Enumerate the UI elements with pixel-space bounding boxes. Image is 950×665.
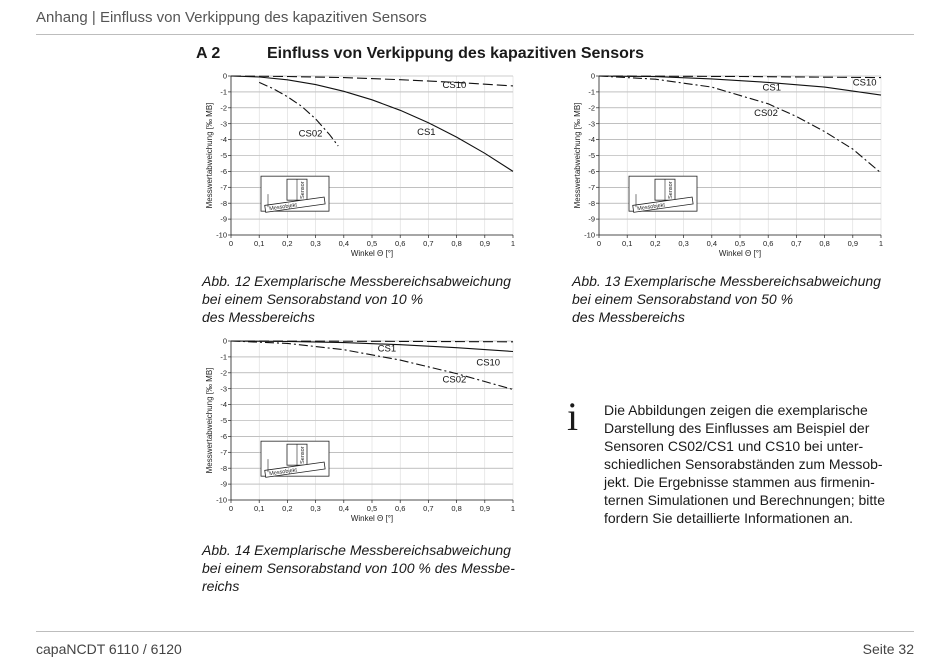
y-tick-label: -5: [220, 416, 227, 426]
caption-line: reichs: [202, 578, 240, 594]
y-tick-label: -4: [220, 400, 227, 410]
x-axis-label: Winkel Θ [°]: [350, 514, 394, 523]
footer-page-number: Seite 32: [862, 641, 914, 657]
chart-abb-14: [200, 333, 530, 525]
caption-abb-14: [202, 541, 515, 595]
y-tick-label: -10: [216, 495, 227, 505]
y-tick-label: -8: [220, 198, 227, 208]
x-tick-label: 0,8: [451, 239, 462, 248]
curve-label-cs10: CS10: [852, 77, 877, 89]
curve-label-cs1: CS1: [417, 126, 436, 138]
inset-sensor-label: Sensor: [300, 446, 306, 464]
header-rule: [36, 34, 914, 35]
x-tick-label: 1: [510, 239, 516, 248]
y-tick-label: -2: [220, 368, 227, 378]
info-line: fordern Sie detaillierte Informationen an.: [604, 510, 854, 526]
y-axis-label: Messwertabweichung [‰ MB]: [573, 102, 582, 209]
y-tick-label: -8: [220, 463, 227, 473]
x-tick-label: 0,7: [423, 239, 434, 248]
caption-line: Abb. 14 Exemplarische Messbereichsabweichung: [202, 542, 511, 558]
x-tick-label: 0,6: [394, 504, 406, 513]
chart-abb-13: [568, 68, 898, 260]
y-tick-label: -10: [216, 230, 227, 240]
info-icon: i: [567, 394, 579, 439]
x-tick-label: 0,1: [253, 239, 265, 248]
x-tick-label: 0: [596, 239, 602, 248]
y-axis-label: Messwertabweichung [‰ MB]: [205, 102, 214, 209]
y-tick-label: -3: [588, 119, 595, 129]
y-tick-label: -5: [220, 151, 227, 161]
footer-rule: [36, 631, 914, 632]
x-tick-label: 0,5: [366, 239, 378, 248]
y-axis-label: Messwertabweichung [‰ MB]: [205, 367, 214, 474]
x-tick-label: 0: [228, 504, 234, 513]
y-tick-label: -7: [220, 447, 227, 457]
y-tick-label: -7: [220, 182, 227, 192]
inset-sensor-label: Sensor: [300, 181, 306, 199]
x-tick-label: 0,8: [451, 504, 462, 513]
info-line: ternen Simulationen und Berechnungen; bitte: [604, 492, 885, 508]
caption-line: des Messbereichs: [202, 309, 315, 325]
footer-product: capaNCDT 6110 / 6120: [36, 641, 182, 657]
x-tick-label: 1: [878, 239, 884, 248]
inset-sensor-label: Sensor: [668, 181, 674, 199]
x-tick-label: 0,9: [847, 239, 859, 248]
x-tick-label: 0,4: [338, 504, 350, 513]
section-number: A 2: [196, 45, 221, 62]
chart-abb-12: [200, 68, 530, 260]
x-tick-label: 0,3: [678, 239, 689, 248]
inset-target-label: Messobjekt: [268, 467, 298, 478]
curve-label-cs02: CS02: [754, 107, 778, 119]
page-header: Anhang | Einfluss von Verkippung des kapazitiven Sensors: [36, 9, 427, 26]
x-tick-label: 1: [510, 504, 516, 513]
y-tick-label: -9: [220, 214, 227, 224]
x-tick-label: 0,9: [479, 239, 491, 248]
x-tick-label: 0,8: [819, 239, 830, 248]
info-line: Die Abbildungen zeigen die exemplarische: [604, 402, 868, 418]
y-tick-label: -6: [220, 167, 227, 176]
x-tick-label: 0,6: [762, 239, 774, 248]
caption-line: Abb. 13 Exemplarische Messbereichsabweichung: [572, 273, 881, 289]
curve-label-cs1: CS1: [377, 343, 397, 355]
caption-abb-12: [202, 272, 511, 326]
info-text: [604, 401, 885, 527]
caption-line: bei einem Sensorabstand von 10 %: [202, 291, 424, 307]
y-tick-label: -1: [588, 87, 595, 97]
curve-label-cs02: CS02: [298, 128, 323, 140]
caption-line: Abb. 12 Exemplarische Messbereichsabweichung: [202, 273, 511, 289]
y-tick-label: -10: [584, 230, 595, 240]
y-tick-label: -2: [220, 103, 227, 113]
x-tick-label: 0,7: [423, 504, 434, 513]
x-tick-label: 0,2: [282, 239, 293, 248]
y-tick-label: -9: [588, 214, 595, 224]
curve-label-cs1: CS1: [762, 82, 782, 94]
y-tick-label: 0: [590, 71, 595, 81]
x-axis-label: Winkel Θ [°]: [350, 249, 394, 258]
y-tick-label: 0: [222, 336, 227, 346]
y-tick-label: -6: [220, 432, 227, 441]
x-tick-label: 0,2: [282, 504, 293, 513]
y-tick-label: -1: [220, 352, 227, 362]
y-tick-label: -3: [220, 384, 227, 394]
y-tick-label: -8: [588, 198, 595, 208]
x-tick-label: 0,7: [791, 239, 802, 248]
x-tick-label: 0,9: [479, 504, 491, 513]
y-tick-label: -5: [588, 151, 595, 161]
caption-line: des Messbereichs: [572, 309, 685, 325]
info-line: Sensoren CS02/CS1 und CS10 bei unter-: [604, 438, 864, 454]
curve-label-cs02: CS02: [442, 374, 467, 386]
info-line: Darstellung des Einflusses am Beispiel der: [604, 420, 870, 436]
section-title: Einfluss von Verkippung des kapazitiven Sensors: [267, 45, 644, 62]
x-tick-label: 0,4: [338, 239, 350, 248]
caption-line: bei einem Sensorabstand von 50 %: [572, 291, 794, 307]
info-line: jekt. Die Ergebnisse stammen aus firmenin-: [604, 474, 875, 490]
y-tick-label: 0: [222, 71, 227, 81]
x-tick-label: 0,3: [310, 239, 321, 248]
y-tick-label: -3: [220, 119, 227, 129]
x-tick-label: 0,5: [734, 239, 746, 248]
curve-label-cs10: CS10: [442, 79, 467, 91]
x-tick-label: 0,3: [310, 504, 321, 513]
inset-target-label: Messobjekt: [636, 202, 666, 213]
y-tick-label: -4: [588, 135, 595, 145]
y-tick-label: -9: [220, 479, 227, 489]
caption-abb-13: [572, 272, 881, 326]
x-axis-label: Winkel Θ [°]: [718, 249, 762, 258]
y-tick-label: -7: [588, 182, 595, 192]
x-tick-label: 0,4: [706, 239, 718, 248]
y-tick-label: -4: [220, 135, 227, 145]
curve-label-cs10: CS10: [476, 357, 501, 369]
x-tick-label: 0,5: [366, 504, 378, 513]
x-tick-label: 0,1: [253, 504, 265, 513]
x-tick-label: 0,6: [394, 239, 406, 248]
info-line: schiedlichen Sensorabständen zum Messob-: [604, 456, 883, 472]
x-tick-label: 0,2: [650, 239, 661, 248]
y-tick-label: -1: [220, 87, 227, 97]
x-tick-label: 0: [228, 239, 234, 248]
y-tick-label: -2: [588, 103, 595, 113]
x-tick-label: 0,1: [621, 239, 633, 248]
caption-line: bei einem Sensorabstand von 100 % des Messbe-: [202, 560, 515, 576]
y-tick-label: -6: [588, 167, 595, 176]
inset-target-label: Messobjekt: [268, 202, 298, 213]
